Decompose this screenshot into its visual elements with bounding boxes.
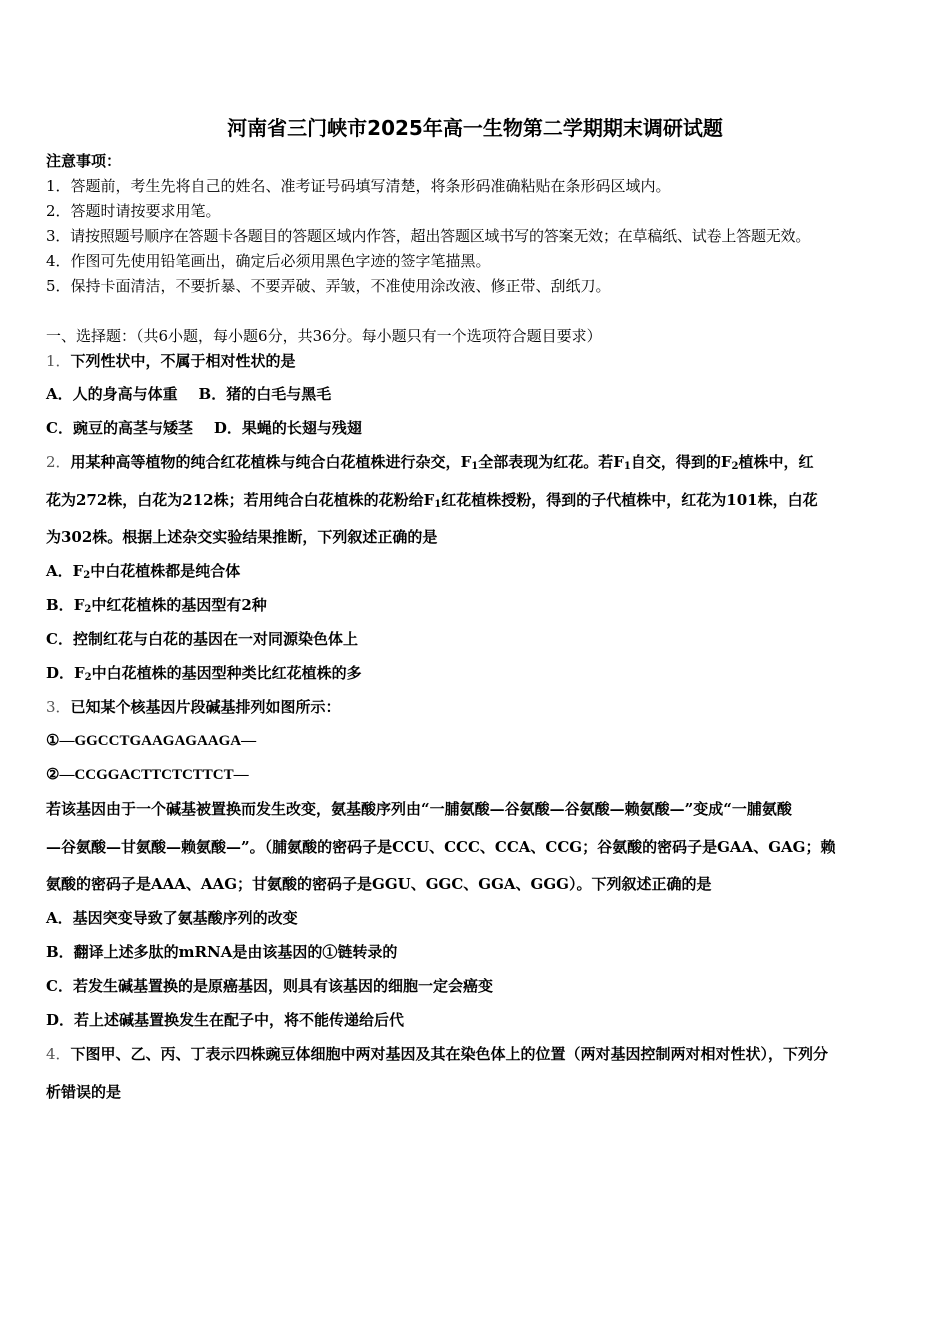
- option-c[interactable]: C．豌豆的高茎与矮茎: [46, 419, 193, 437]
- notice-item-5: 5．保持卡面清洁，不要折暴、不要弄破、弄皱，不准使用涂改液、修正带、刮纸刀。: [46, 277, 611, 295]
- question-1-options-row-2: [46, 418, 908, 438]
- question-number: 2．: [46, 453, 71, 471]
- page-title: 河南省三门峡市2025年高一生物第二学期期末调研试题: [227, 116, 723, 140]
- question-3-text-line-2: —谷氨酸—甘氨酸—赖氨酸—”。（脯氨酸的密码子是CCU、CCC、CCA、CCG；谷氨酸的密码子是GAA、GAG；赖: [46, 838, 836, 856]
- option-b[interactable]: B．翻译上述多肽的mRNA是由该基因的①链转录的: [46, 943, 398, 961]
- question-number: 3．: [46, 698, 71, 716]
- question-1-stem: 1．下列性状中，不属于相对性状的是: [46, 352, 296, 370]
- notice-item-4: 4．作图可先使用铅笔画出，确定后必须用黑色字迹的签字笔描黑。: [46, 252, 491, 270]
- question-3-text-line-1: 若该基因由于一个碱基被置换而发生改变，氨基酸序列由“一脯氨酸—谷氨酸—谷氨酸—赖氨酸—”变成“一脯氨酸: [46, 800, 792, 818]
- question-3-stem: 3．已知某个核基因片段碱基排列如图所示：: [46, 698, 341, 716]
- notice-heading: 注意事项：: [46, 152, 122, 170]
- question-2-stem-line-1: 2．用某种高等植物的纯合红花植株与纯合白花植株进行杂交，$F_1$全部表现为红花。若$F_1$自交，得到的$F_2$植株中，红: [46, 453, 814, 472]
- question-3-text-line-3: 氨酸的密码子是AAA、AAG；甘氨酸的密码子是GGU、GGC、GGA、GGG）。下列叙述正确的是: [46, 875, 712, 893]
- option-a[interactable]: A．基因突变导致了氨基酸序列的改变: [46, 909, 298, 927]
- question-2-stem-line-2: 花为272株，白花为212株；若用纯合白花植株的花粉给$F_1$红花植株授粉，得到的子代植株中，红花为101株，白花: [46, 491, 818, 510]
- section-heading: 一、选择题：（共6小题，每小题6分，共36分。每小题只有一个选项符合题目要求）: [46, 327, 602, 345]
- notice-item-1: 1．答题前，考生先将自己的姓名、准考证号码填写清楚，将条形码准确粘贴在条形码区域内。: [46, 177, 671, 195]
- option-c[interactable]: C．若发生碱基置换的是原癌基因，则具有该基因的细胞一定会癌变: [46, 977, 493, 995]
- option-b[interactable]: B．$F_2$中红花植株的基因型有2种: [46, 596, 267, 615]
- dna-strand-2: ②—CCGGACTTCTCTTCT—: [46, 767, 249, 783]
- question-1-options-row-1: [46, 384, 908, 404]
- notice-item-2: 2．答题时请按要求用笔。: [46, 202, 221, 220]
- question-number: 4．: [46, 1045, 71, 1063]
- question-4-stem-line-2: 析错误的是: [46, 1083, 122, 1101]
- option-d[interactable]: D．$F_2$中白花植株的基因型种类比红花植株的多: [46, 664, 362, 683]
- option-a[interactable]: A．人的身高与体重: [46, 385, 178, 403]
- question-4-stem-line-1: 4．下图甲、乙、丙、丁表示四株豌豆体细胞中两对基因及其在染色体上的位置（两对基因控制两对相对性状），下列分: [46, 1045, 829, 1063]
- dna-strand-1: ①—GGCCTGAAGAGAAGA—: [46, 733, 257, 749]
- question-number: 1．: [46, 352, 71, 370]
- notice-item-3: 3．请按照题号顺序在答题卡各题目的答题区域内作答，超出答题区域书写的答案无效；在草稿纸、试卷上答题无效。: [46, 227, 811, 245]
- question-2-stem-line-3: 为302株。根据上述杂交实验结果推断，下列叙述正确的是: [46, 528, 438, 546]
- option-d[interactable]: D．果蝇的长翅与残翅: [213, 419, 362, 437]
- option-c[interactable]: C．控制红花与白花的基因在一对同源染色体上: [46, 630, 358, 648]
- option-a[interactable]: A．$F_2$中白花植株都是纯合体: [46, 562, 241, 581]
- option-b[interactable]: B．猪的白毛与黑毛: [198, 385, 332, 403]
- option-d[interactable]: D．若上述碱基置换发生在配子中，将不能传递给后代: [46, 1011, 405, 1029]
